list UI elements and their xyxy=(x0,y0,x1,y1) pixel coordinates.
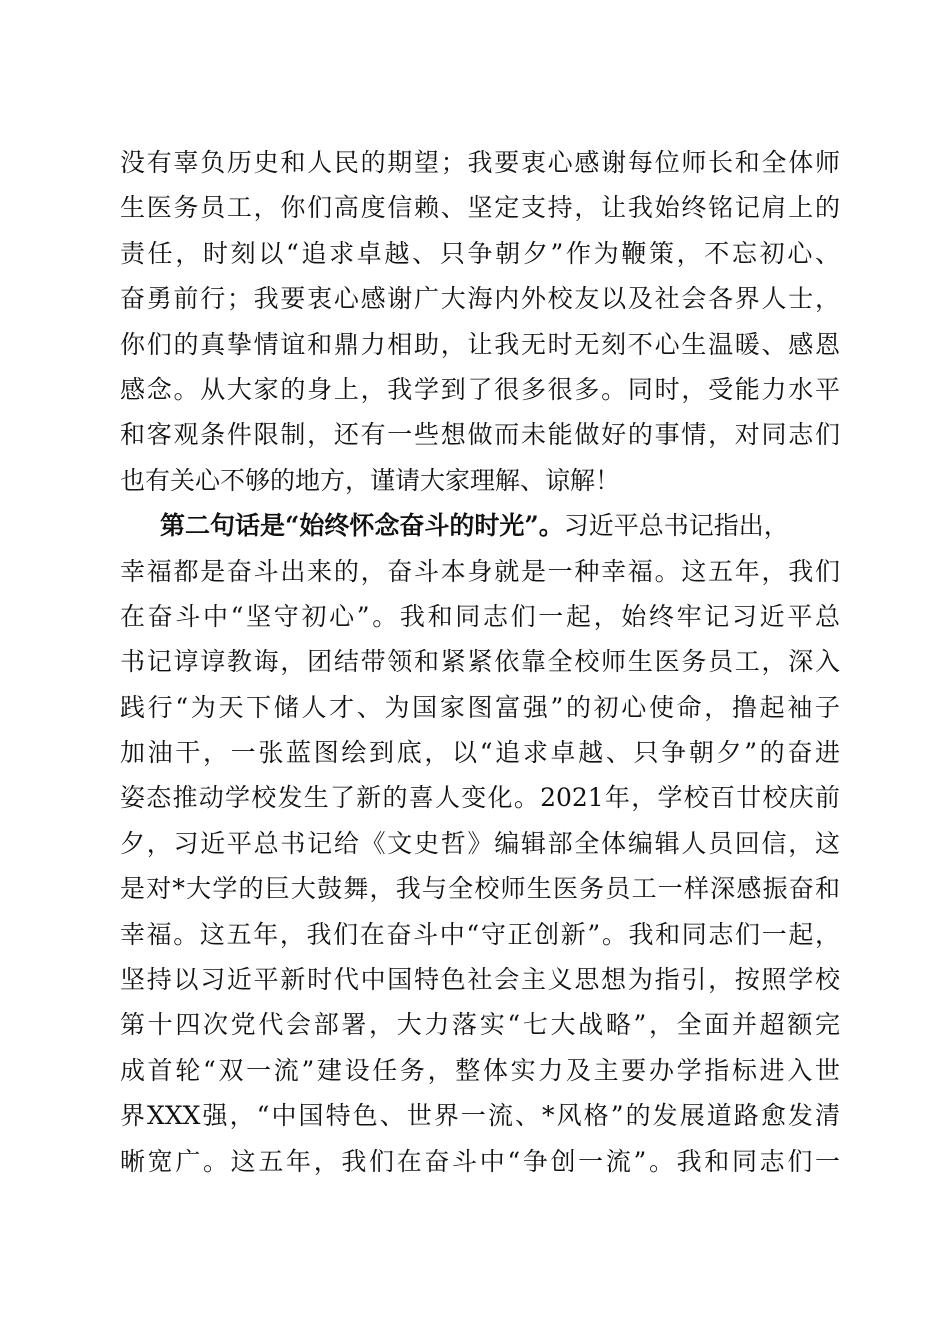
text-line-7: 和客观条件限制，还有一些想做而未能做好的事情，对同志们 xyxy=(120,420,840,450)
text-line-15: 姿态推动学校发生了新的喜人变化。2021年，学校百廿校庆前 xyxy=(120,783,840,813)
text-line-12: 书记谆谆教诲，团结带领和紧紧依靠全校师生医务员工，深入 xyxy=(120,647,840,677)
text-line-8: 也有关心不够的地方，谨请大家理解、谅解！ xyxy=(120,465,621,495)
paragraph-2-first-rest: 习近平总书记指出， xyxy=(563,511,789,541)
text-line-19: 坚持以习近平新时代中国特色社会主义思想为指引，按照学校 xyxy=(120,965,840,995)
paragraph-2-heading: 第二句话是“始终怀念奋斗的时光”。 xyxy=(160,511,564,541)
text-line-22: 界XXX强，“中国特色、世界一流、*风格”的发展道路愈发清 xyxy=(120,1101,840,1131)
text-line-5: 你们的真挚情谊和鼎力相助，让我无时无刻不心生温暖、感恩 xyxy=(120,329,840,359)
text-line-18: 幸福。这五年，我们在奋斗中“守正创新”。我和同志们一起， xyxy=(120,919,840,949)
text-line-14: 加油干，一张蓝图绘到底，以“追求卓越、只争朝夕”的奋进 xyxy=(120,738,840,768)
text-line-10: 幸福都是奋斗出来的，奋斗本身就是一种幸福。这五年，我们 xyxy=(120,556,840,586)
text-line-17: 是对*大学的巨大鼓舞，我与全校师生医务员工一样深感振奋和 xyxy=(120,874,840,904)
text-line-20: 第十四次党代会部署，大力落实“七大战略”，全面并超额完 xyxy=(120,1010,840,1040)
text-line-6: 感念。从大家的身上，我学到了很多很多。同时，受能力水平 xyxy=(120,374,840,404)
text-line-3: 责任，时刻以“追求卓越、只争朝夕”作为鞭策，不忘初心、 xyxy=(120,238,840,268)
text-line-13: 践行“为天下储人才、为国家图富强”的初心使命，撸起袖子 xyxy=(120,692,840,722)
text-line-23: 晰宽广。这五年，我们在奋斗中“争创一流”。我和同志们一 xyxy=(120,1146,840,1176)
paragraph-2-first-line xyxy=(120,503,840,548)
document-body xyxy=(120,140,840,1184)
text-line-21: 成首轮“双一流”建设任务，整体实力及主要办学指标进入世 xyxy=(120,1055,840,1085)
text-line-16: 夕，习近平总书记给《文史哲》编辑部全体编辑人员回信，这 xyxy=(120,828,840,858)
text-line-2: 生医务员工，你们高度信赖、坚定支持，让我始终铭记肩上的 xyxy=(120,193,840,223)
text-line-4: 奋勇前行；我要衷心感谢广大海内外校友以及社会各界人士， xyxy=(120,284,840,314)
text-line-1: 没有辜负历史和人民的期望；我要衷心感谢每位师长和全体师 xyxy=(120,148,840,177)
text-line-11: 在奋斗中“坚守初心”。我和同志们一起，始终牢记习近平总 xyxy=(120,601,840,631)
